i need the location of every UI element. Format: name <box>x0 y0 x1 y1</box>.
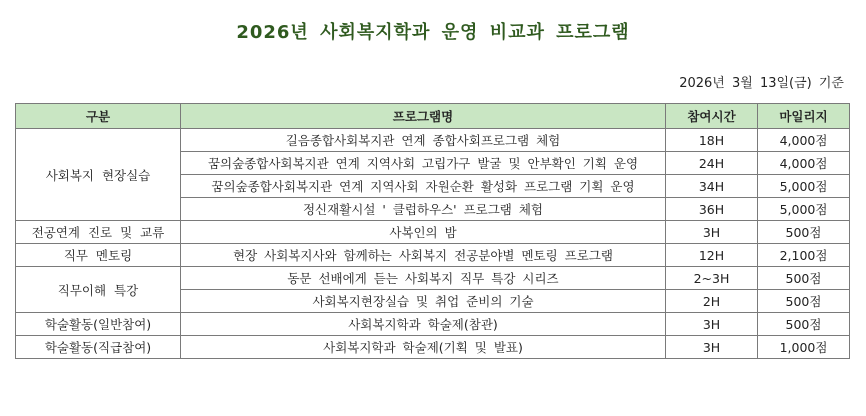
category-cell: 학술활동(일반참여) <box>16 313 181 336</box>
program-cell: 동문 선배에게 듣는 사회복지 직무 특강 시리즈 <box>181 267 666 290</box>
hours-cell: 2~3H <box>666 267 758 290</box>
mileage-cell: 4,000점 <box>758 129 850 152</box>
hours-cell: 36H <box>666 198 758 221</box>
hours-cell: 12H <box>666 244 758 267</box>
program-cell: 꿈의숲종합사회복지관 연계 지역사회 고립가구 발굴 및 안부확인 기획 운영 <box>181 152 666 175</box>
mileage-cell: 5,000점 <box>758 175 850 198</box>
mileage-cell: 5,000점 <box>758 198 850 221</box>
mileage-cell: 2,100점 <box>758 244 850 267</box>
hours-cell: 34H <box>666 175 758 198</box>
hours-cell: 3H <box>666 221 758 244</box>
category-cell: 학술활동(직급참여) <box>16 336 181 359</box>
program-cell: 사회복지학과 학술제(기획 및 발표) <box>181 336 666 359</box>
mileage-cell: 500점 <box>758 267 850 290</box>
hours-cell: 18H <box>666 129 758 152</box>
date-note: 2026년 3월 13일(금) 기준 <box>679 76 844 91</box>
program-cell: 현장 사회복지사와 함께하는 사회복지 전공분야별 멘토링 프로그램 <box>181 244 666 267</box>
category-cell: 직무이해 특강 <box>16 267 181 313</box>
header-category: 구분 <box>16 104 181 129</box>
hours-cell: 24H <box>666 152 758 175</box>
header-mileage: 마일리지 <box>758 104 850 129</box>
header-program: 프로그램명 <box>181 104 666 129</box>
program-cell: 사회복지현장실습 및 취업 준비의 기술 <box>181 290 666 313</box>
program-table <box>15 103 850 359</box>
category-cell: 사회복지 현장실습 <box>16 129 181 221</box>
mileage-cell: 1,000점 <box>758 336 850 359</box>
hours-cell: 3H <box>666 313 758 336</box>
table-row <box>16 221 850 244</box>
header-hours: 참여시간 <box>666 104 758 129</box>
category-cell: 직무 멘토링 <box>16 244 181 267</box>
program-cell: 사복인의 밤 <box>181 221 666 244</box>
category-cell: 전공연계 진로 및 교류 <box>16 221 181 244</box>
hours-cell: 2H <box>666 290 758 313</box>
table-row <box>16 336 850 359</box>
mileage-cell: 500점 <box>758 290 850 313</box>
document-title: 2026년 사회복지학과 운영 비교과 프로그램 <box>236 22 630 43</box>
program-cell: 꿈의숲종합사회복지관 연계 지역사회 자원순환 활성화 프로그램 기획 운영 <box>181 175 666 198</box>
mileage-cell: 4,000점 <box>758 152 850 175</box>
table-header-row <box>16 104 850 129</box>
hours-cell: 3H <box>666 336 758 359</box>
program-cell: 길음종합사회복지관 연계 종합사회프로그램 체험 <box>181 129 666 152</box>
mileage-cell: 500점 <box>758 221 850 244</box>
table-row <box>16 244 850 267</box>
table-row <box>16 267 850 290</box>
program-cell: 정신재활시설 ' 클럽하우스' 프로그램 체험 <box>181 198 666 221</box>
program-cell: 사회복지학과 학술제(참관) <box>181 313 666 336</box>
mileage-cell: 500점 <box>758 313 850 336</box>
table-row <box>16 313 850 336</box>
table-row <box>16 129 850 152</box>
